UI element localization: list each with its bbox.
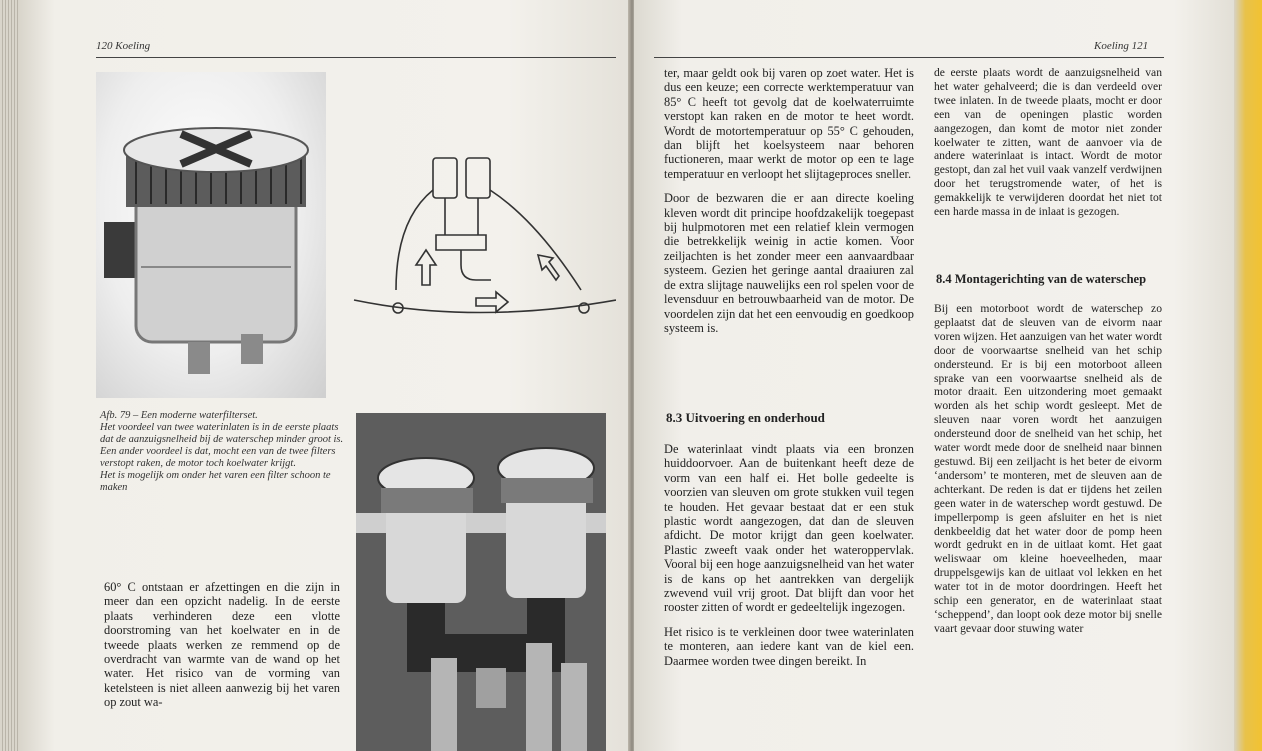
left-body-column-1: [104, 580, 340, 720]
caption-title: Afb. 79 – Een moderne waterfilterset.: [100, 410, 258, 421]
paragraph: Het risico is te verkleinen door twee waterinlaten te monteren, aan iedere kant van de kiel een. Daarmee worden twee dingen bereikt. In: [664, 624, 914, 668]
right-page: [634, 0, 1234, 751]
column-b: [934, 66, 1162, 229]
paragraph: 60° C ontstaan er afzettingen en die zijn in meer dan een opzicht nadelig. In de eerste plaats verhinderen deze een vlotte doorstroming van het koelwater en in de tweede plaats werken ze remmend op de overdracht van warmte van de wand op het water. Het risico van de vorming van ketelsteen is niet alleen aanwezig bij het varen op zout wa-: [104, 580, 340, 710]
left-running-head: 120 Koeling: [96, 40, 151, 52]
section-heading-8-4: 8.4 Montagerichting van de waterschep: [936, 272, 1147, 286]
caption-line: Het is mogelijk om onder het varen een filter schoon te maken: [100, 470, 331, 493]
column-a-lower: [664, 442, 914, 678]
section-heading-8-3: 8.3 Uitvoering en onderhoud: [666, 410, 825, 425]
caption-line: Een ander voordeel is dat, mocht een van de twee filters verstopt raken, de motor toch koelwater krijgt.: [100, 446, 336, 469]
caption-line: Het voordeel van twee waterinlaten is in de eerste plaats dat de aanzuigsnelheid bij de waterschep minder groot is.: [100, 422, 344, 445]
right-header-rule: [654, 57, 1164, 58]
paragraph: Bij een motorboot wordt de waterschep zo geplaatst dat de sleuven van de eivorm naar voren wijzen. Het aanzuigen van het water wordt door de voorwaartse snelheid van het schip ondersteund. Er is bij een motorboot alleen sprake van een voorwaartse snelheid als de motor draait. Een uitzondering moet gemaakt worden als het schip wordt gesleept. Met de sleuven naar voren wordt het aanzuigen ondersteund door de snelheid van het schip, het water wordt mede door de snelheid naar binnen gestuwd. Bij een zeiljacht is het beter de eivorm ‘andersom’ te monteren, met de sleuven aan de achterkant. De reden is dat er tijdens het zeilen geen water in de waterschep wordt gestuwd. De impellerpomp is geen afsluiter en het is niet denkbeeldig dat het water door de pomp heen wordt gedrukt en in de uitlaat komt. Het gaat weliswaar om kleine hoeveelheden, maar druppelsgewijs kan de uitlaat vol lekken en het water tot in de motor doordringen. Heeft het schip een generator, en de waterinlaat staat ‘scheppend’, dan loopt ook deze motor bij snelle vaart gevaar door stuwing water: [934, 302, 1162, 635]
left-page: [18, 0, 630, 751]
book-page-edges-left: [0, 0, 18, 751]
water-inlet-diagram: [326, 140, 616, 350]
paragraph: De waterinlaat vindt plaats via een bronzen huiddoorvoer. Aan de buitenkant heeft deze de vorm van een half ei. Het bolle gedeelte is voorzien van sleuven om grote stukken vuil tegen te houden. Het gevaar bestaat dat er een stuk plastic wordt aangezogen, dat dan de sleuven afdicht. De motor krijgt dan geen koelwater. Plastic zweeft vaak onder het wateroppervlak. Vooral bij een hoge aanzuigsnelheid van het water is de kans op het aantrekken van dergelijk zwevend vuil vrij groot. Dat blijft dan voor het rooster zitten of wordt er gedeeltelijk ingezogen.: [664, 442, 914, 615]
right-running-head: Koeling 121: [1094, 40, 1149, 52]
paragraph: ter, maar geldt ook bij varen op zoet water. Het is dus een keuze; een correcte werktemperatuur van 85° C heeft tot gevolg dat de koelwaterruimte verstopt kan raken en de motor te heet wordt. Wordt de motortemperatuur op 55° C gehouden, dan blijft het koelsysteem naar behoren fuctioneren, maar werkt de motor op een te lage temperatuur en verloopt het slijtageproces sneller.: [664, 66, 914, 181]
twin-filter-photo: [356, 413, 606, 751]
column-a: [664, 66, 914, 345]
paragraph: Door de bezwaren die er aan directe koeling kleven wordt dit principe hoofdzakelijk toegepast bij hulpmotoren met een relatief klein vermogen die betrekkelijk weinig in actie komen. Voor zeiljachten is het zonder meer een aanvaardbaar systeem. Gezien het geringe aantal draaiuren zal de extra slijtage nauwelijks een rol spelen voor de levensduur en betrouwbaarheid van de motor. De voordelen zijn dat het een eenvoudig en goedkoop systeem is.: [664, 191, 914, 335]
paragraph: de eerste plaats wordt de aanzuigsnelheid van het water gehalveerd; die is dan verdeeld over twee inlaten. In de tweede plaats, mocht er door een van de openingen plastic worden aangezogen, dan komt de motor niet zonder koelwater te zitten, want de aanvoer via de andere waterinlaat is intact. Wordt de motor gestopt, dan zal het vuil vaak vanzelf verdwijnen door het terugstromende water, of het is gemakkelijk te verwijderen doordat het niet tot een harde massa in de inlaat is gezogen.: [934, 66, 1162, 219]
column-b-lower: [934, 302, 1162, 646]
water-filter-photo: [96, 72, 326, 398]
figure-caption: [100, 410, 350, 494]
left-header-rule: [96, 57, 616, 58]
book-page-edges-right: [1234, 0, 1262, 751]
